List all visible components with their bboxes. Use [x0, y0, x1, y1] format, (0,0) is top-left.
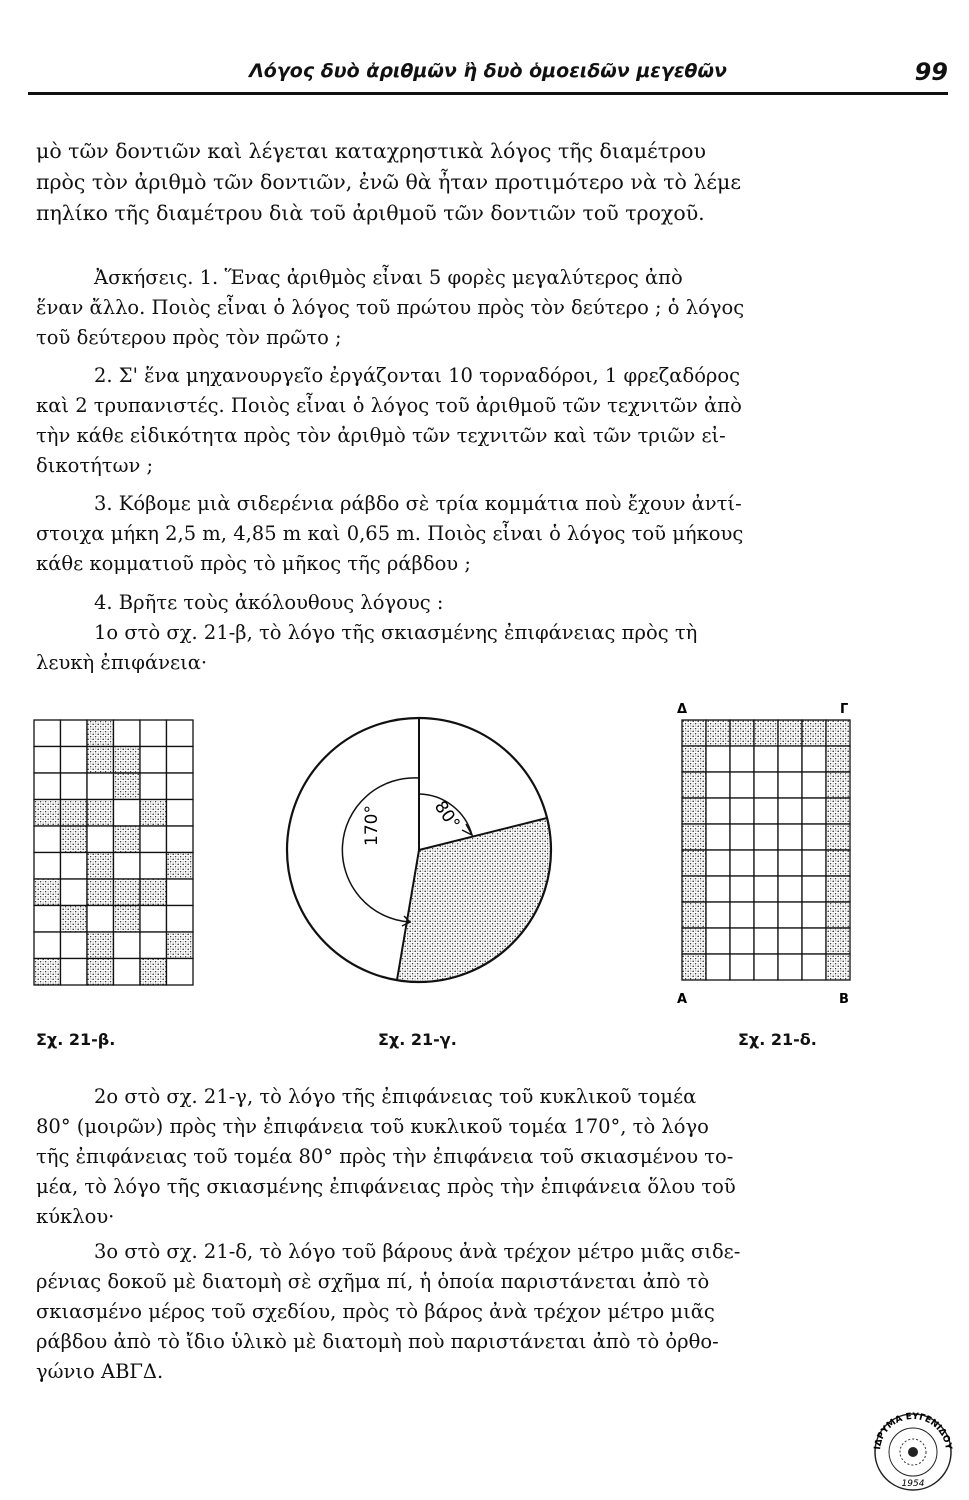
grid-cell: [114, 959, 141, 986]
vertex-label-beta: Β: [839, 992, 849, 1007]
grid-cell: [61, 773, 88, 800]
grid-cell: [61, 959, 88, 986]
grid-cell: [754, 954, 778, 980]
grid-cell: [140, 773, 167, 800]
grid-cell: [706, 954, 730, 980]
grid-cell: [730, 876, 754, 902]
shaded-cell: [682, 746, 706, 772]
text-line: τοῦ δεύτερου πρὸς τὸν πρῶτο ;: [36, 326, 342, 349]
shaded-cell: [754, 720, 778, 746]
text-line: 1ο στὸ σχ. 21-β, τὸ λόγο τῆς σκιασμένης ἐπιφάνειας πρὸς τὴ: [94, 621, 698, 644]
caption-21b: Σχ. 21-β.: [36, 1030, 116, 1049]
exercise-3: [36, 489, 743, 579]
grid-cell: [778, 876, 802, 902]
running-title: Λόγος δυὸ ἀριθμῶν ἢ δυὸ ὁμοειδῶν μεγεθῶν: [249, 60, 727, 82]
grid-cell: [706, 798, 730, 824]
grid-cell: [730, 772, 754, 798]
grid-cell: [754, 824, 778, 850]
grid-cell: [754, 772, 778, 798]
vertex-label-alpha: Α: [677, 992, 688, 1007]
shaded-cell: [826, 746, 850, 772]
grid-cell: [778, 798, 802, 824]
seal-text: ΙΔΡΥΜΑ ΕΥΓΕΝΙΔΟΥ: [873, 1411, 953, 1451]
grid-cell: [730, 824, 754, 850]
exercise-2: [36, 361, 742, 481]
shaded-cell: [682, 954, 706, 980]
grid-cell: [167, 879, 194, 906]
figure-21c-circle: [284, 710, 574, 1000]
shaded-cell: [826, 954, 850, 980]
shaded-cell: [682, 850, 706, 876]
grid-cell: [706, 746, 730, 772]
shaded-cell: [114, 747, 141, 774]
grid-cell: [754, 876, 778, 902]
shaded-cell: [87, 800, 114, 827]
grid-cell: [34, 773, 61, 800]
caption-21d: Σχ. 21-δ.: [738, 1030, 817, 1049]
text-line: λευκὴ ἐπιφάνεια·: [36, 651, 208, 674]
text-line: κύκλου·: [36, 1205, 115, 1228]
grid-cell: [730, 902, 754, 928]
shaded-cell: [826, 928, 850, 954]
grid-cell: [61, 879, 88, 906]
grid-cell: [114, 720, 141, 747]
shaded-cell: [34, 879, 61, 906]
grid-cell: [778, 772, 802, 798]
shaded-cell: [114, 826, 141, 853]
grid-cell: [802, 772, 826, 798]
text-line: τὴν κάθε εἰδικότητα πρὸς τὸν ἀριθμὸ τῶν τεχνιτῶν καὶ τῶν τριῶν εἰ-: [36, 424, 726, 447]
shaded-cell: [140, 959, 167, 986]
shaded-cell: [114, 906, 141, 933]
angle-arc-170: [342, 778, 419, 922]
shaded-cell: [87, 747, 114, 774]
grid-cell: [754, 746, 778, 772]
shaded-cell: [140, 879, 167, 906]
shaded-cell: [826, 772, 850, 798]
shaded-cell: [826, 850, 850, 876]
text-line: στοιχα μήκη 2,5 m, 4,85 m καὶ 0,65 m. Ποιὸς εἶναι ὁ λόγος τοῦ μήκους: [36, 522, 744, 545]
text-line: πηλίκο τῆς διαμέτρου διὰ τοῦ ἀριθμοῦ τῶν δοντιῶν τοῦ τροχοῦ.: [36, 201, 705, 225]
shaded-cell: [682, 876, 706, 902]
grid-cell: [87, 826, 114, 853]
grid-cell: [730, 954, 754, 980]
shaded-cell: [87, 932, 114, 959]
grid-cell: [140, 906, 167, 933]
grid-cell: [754, 798, 778, 824]
grid-cell: [34, 853, 61, 880]
exercise-4: [36, 588, 697, 678]
text-line: πρὸς τὸν ἀριθμὸ τῶν δοντιῶν, ἐνῶ θὰ ἦταν προτιμότερο νὰ τὸ λέμε: [36, 170, 741, 194]
text-line: δικοτήτων ;: [36, 454, 154, 477]
grid-cell: [778, 824, 802, 850]
grid-cell: [34, 720, 61, 747]
grid-cell: [802, 902, 826, 928]
shaded-cell: [802, 720, 826, 746]
shaded-cell: [61, 800, 88, 827]
grid-cell: [34, 826, 61, 853]
grid-cell: [754, 850, 778, 876]
figure-21b-grid: [32, 718, 202, 998]
shaded-cell: [706, 720, 730, 746]
grid-cell: [167, 773, 194, 800]
grid-cell: [706, 824, 730, 850]
text-line: Ἀσκήσεις. 1. Ἕνας ἀριθμὸς εἶναι 5 φορὲς μεγαλύτερος ἀπὸ: [94, 266, 683, 289]
grid-cell: [140, 853, 167, 880]
grid-cell: [730, 798, 754, 824]
foundation-seal: [868, 1410, 958, 1494]
grid-cell: [706, 928, 730, 954]
text-line: καὶ 2 τρυπανιστές. Ποιὸς εἶναι ὁ λόγος τοῦ ἀριθμοῦ τῶν τεχνιτῶν ἀπὸ: [36, 394, 742, 417]
shaded-cell: [682, 798, 706, 824]
text-line: ρένιας δοκοῦ μὲ διατομὴ σὲ σχῆμα πί, ἡ ὁποία παριστάνεται ἀπὸ τὸ: [36, 1270, 710, 1293]
shaded-cell: [778, 720, 802, 746]
text-line: μὸ τῶν δοντιῶν καὶ λέγεται καταχρηστικὰ λόγος τῆς διαμέτρου: [36, 139, 706, 163]
vertex-label-delta: Δ: [677, 702, 688, 717]
grid-cell: [167, 959, 194, 986]
angle-label-80: 80°: [429, 797, 464, 834]
shaded-cell: [682, 720, 706, 746]
shaded-cell: [61, 826, 88, 853]
grid-cell: [754, 902, 778, 928]
grid-cell: [802, 876, 826, 902]
grid-cell: [34, 747, 61, 774]
shaded-cell: [826, 902, 850, 928]
shaded-cell: [87, 959, 114, 986]
grid-cell: [802, 746, 826, 772]
exercise-1: [36, 263, 744, 353]
grid-cell: [114, 932, 141, 959]
grid-cell: [706, 850, 730, 876]
grid-cell: [140, 747, 167, 774]
grid-cell: [167, 800, 194, 827]
grid-cell: [778, 928, 802, 954]
text-line: ράβδου ἀπὸ τὸ ἴδιο ὑλικὸ μὲ διατομὴ ποὺ παριστάνεται ἀπὸ τὸ ὀρθο-: [36, 1330, 719, 1353]
grid-cell: [778, 954, 802, 980]
grid-cell: [140, 826, 167, 853]
grid-cell: [87, 773, 114, 800]
shaded-cell: [826, 720, 850, 746]
shaded-cell: [826, 824, 850, 850]
grid-cell: [114, 800, 141, 827]
grid-cell: [802, 798, 826, 824]
grid-cell: [34, 906, 61, 933]
grid-cell: [730, 928, 754, 954]
grid-cell: [61, 747, 88, 774]
grid-cell: [802, 928, 826, 954]
grid-cell: [61, 932, 88, 959]
exercise-4-part-2: [36, 1082, 736, 1232]
shaded-cell: [167, 932, 194, 959]
grid-cell: [167, 720, 194, 747]
grid-cell: [778, 850, 802, 876]
grid-cell: [167, 826, 194, 853]
intro-paragraph: [36, 136, 741, 229]
grid-cell: [61, 853, 88, 880]
grid-cell: [167, 906, 194, 933]
grid-cell: [706, 772, 730, 798]
text-line: 3ο στὸ σχ. 21-δ, τὸ λόγο τοῦ βάρους ἀνὰ τρέχον μέτρο μιᾶς σιδε-: [94, 1240, 741, 1263]
shaded-cell: [87, 853, 114, 880]
text-line: 2. Σ' ἕνα μηχανουργεῖο ἐργάζονται 10 τορναδόροι, 1 φρεζαδόρος: [94, 364, 741, 387]
grid-cell: [778, 746, 802, 772]
figure-21d-section: [672, 698, 862, 1008]
shaded-cell: [34, 959, 61, 986]
text-line: σκιασμένο μέρος τοῦ σχεδίου, πρὸς τὸ βάρος ἀνὰ τρέχον μέτρο μιᾶς: [36, 1300, 715, 1323]
shaded-cell: [682, 824, 706, 850]
shaded-cell: [87, 879, 114, 906]
grid-cell: [34, 932, 61, 959]
text-line: 2ο στὸ σχ. 21-γ, τὸ λόγο τῆς ἐπιφάνειας τοῦ κυκλικοῦ τομέα: [94, 1085, 697, 1108]
shaded-cell: [140, 800, 167, 827]
grid-cell: [706, 876, 730, 902]
caption-21c: Σχ. 21-γ.: [378, 1030, 457, 1049]
grid-cell: [778, 902, 802, 928]
text-line: ἕναν ἄλλο. Ποιὸς εἶναι ὁ λόγος τοῦ πρώτου πρὸς τὸν δεύτερο ; ὁ λόγος: [36, 296, 745, 319]
grid-cell: [802, 824, 826, 850]
grid-cell: [706, 902, 730, 928]
page-header: [28, 58, 948, 95]
exercise-4-part-3: [36, 1237, 740, 1387]
shaded-cell: [114, 879, 141, 906]
grid-cell: [802, 954, 826, 980]
grid-cell: [730, 746, 754, 772]
shaded-cell: [167, 853, 194, 880]
grid-cell: [114, 853, 141, 880]
page-number: 99: [914, 58, 948, 86]
seal-year: 1954: [901, 1479, 925, 1489]
grid-cell: [754, 928, 778, 954]
grid-cell: [730, 850, 754, 876]
text-line: 3. Κόβομε μιὰ σιδερένια ράβδο σὲ τρία κομμάτια ποὺ ἔχουν ἀντί-: [94, 492, 742, 515]
grid-cell: [140, 932, 167, 959]
grid-cell: [61, 720, 88, 747]
shaded-sector: [397, 818, 551, 982]
grid-cell: [802, 850, 826, 876]
shaded-cell: [682, 928, 706, 954]
text-line: μέα, τὸ λόγο τῆς σκιασμένης ἐπιφάνειας πρὸς τὴν ἐπιφάνεια ὅλου τοῦ: [36, 1175, 736, 1198]
shaded-cell: [730, 720, 754, 746]
shaded-cell: [34, 800, 61, 827]
text-line: τῆς ἐπιφάνειας τοῦ τομέα 80° πρὸς τὴν ἐπιφάνεια τοῦ σκιασμένου το-: [36, 1145, 734, 1168]
shaded-cell: [87, 720, 114, 747]
text-line: 80° (μοιρῶν) πρὸς τὴν ἐπιφάνεια τοῦ κυκλικοῦ τομέα 170°, τὸ λόγο: [36, 1115, 709, 1138]
shaded-cell: [61, 906, 88, 933]
grid-cell: [167, 747, 194, 774]
shaded-cell: [826, 798, 850, 824]
text-line: γώνιο ΑΒΓΔ.: [36, 1360, 164, 1383]
grid-cell: [140, 720, 167, 747]
svg-text:ΙΔΡΥΜΑ ΕΥΓΕΝΙΔΟΥ: [873, 1412, 953, 1451]
shaded-cell: [682, 772, 706, 798]
angle-label-170: 170°: [362, 805, 382, 846]
vertex-label-gamma: Γ: [840, 702, 849, 717]
shaded-cell: [114, 773, 141, 800]
shaded-cell: [826, 876, 850, 902]
text-line: κάθε κομματιοῦ πρὸς τὸ μῆκος τῆς ράβδου ;: [36, 552, 471, 575]
text-line: 4. Βρῆτε τοὺς ἀκόλουθους λόγους :: [94, 591, 444, 614]
grid-cell: [87, 906, 114, 933]
shaded-cell: [682, 902, 706, 928]
